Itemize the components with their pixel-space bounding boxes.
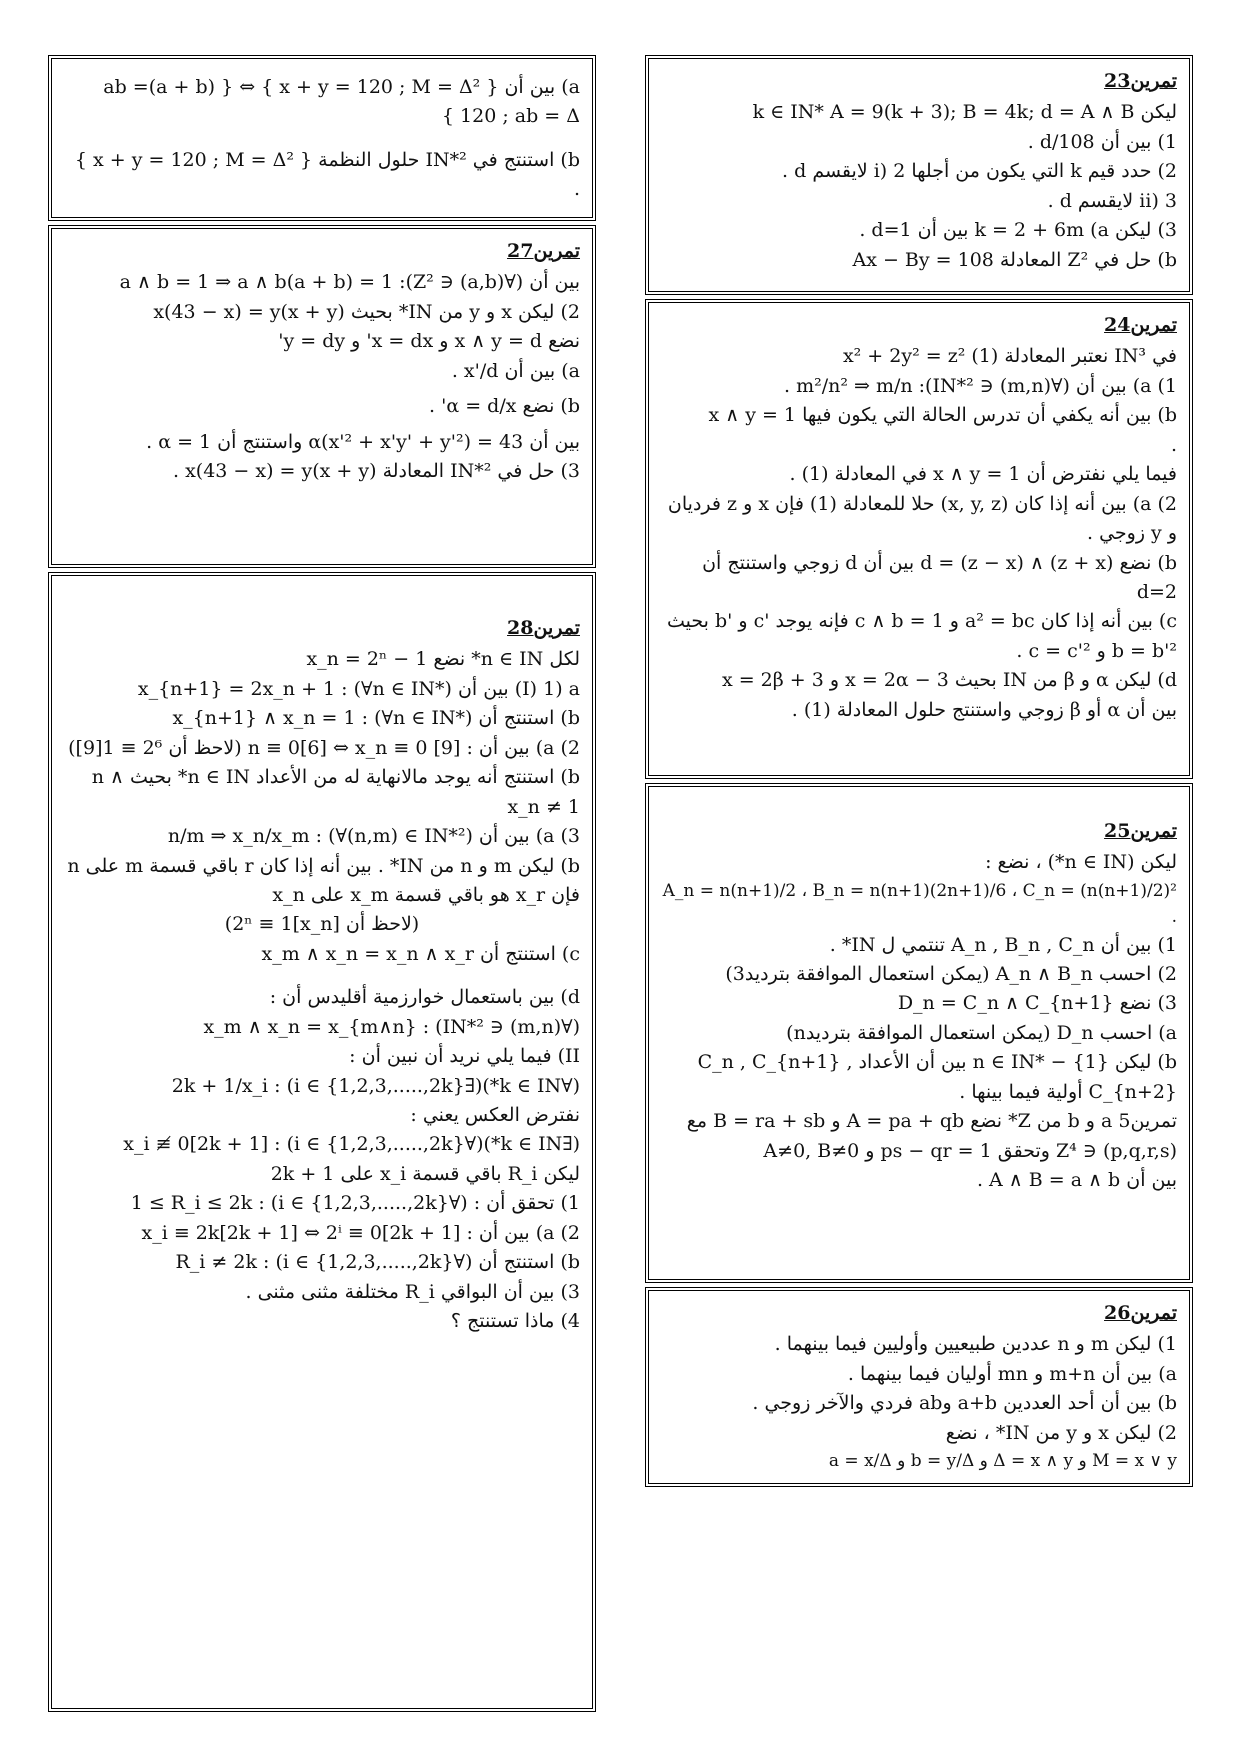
- exercise-26-line-3: b) بين أن أحد العددين a+b وab فردي والآخر زوجي .: [752, 1392, 1177, 1415]
- exercise-26-line-1: 1) ليكن m و n عددين طبيعيين وأوليين فيما بينهما .: [774, 1333, 1177, 1356]
- exercise-28-line-5: b) استنتج أنه يوجد مالانهاية له من الأعداد n ∈ IN* بحيث n ∧ x_n ≠ 1: [91, 766, 580, 818]
- exercise-24-line-7: و y زوجي .: [1086, 522, 1177, 545]
- exercise-24-box: [645, 299, 1193, 779]
- exercise-24-line-5: فيما يلي نفترض أن x ∧ y = 1 في المعادلة (1) .: [789, 463, 1177, 486]
- exercise-24-line-9: c) بين أنه إذا كان a² = bc و c ∧ b = 1 فإنه يوجد 'c و 'b بحيث b = b'² و c = c'² .: [666, 610, 1177, 662]
- exercise-28-line-10: d) بين باستعمال خوارزمية أقليدس أن :: [269, 986, 580, 1009]
- exercise-24-line-4: .: [1170, 433, 1177, 456]
- exercise-28-line-19: b) استنتج أن (∀i ∈ {1,2,3,.....,2k}) : R_i ≠ 2k: [175, 1251, 580, 1274]
- exercise-28-line-4: 2) a) بين أن : [9] n ≡ 0[6] ⇔ x_n ≡ 0 (لاحظ أن 2⁶ ≡ 1[9]): [68, 736, 580, 759]
- exercise-28-title: تمرين28: [507, 617, 580, 639]
- exercise-26-title: تمرين26: [1104, 1302, 1177, 1324]
- exercise-28-line-14: نفترض العكس يعني :: [410, 1104, 580, 1126]
- exercise-24-line-2: 1) a) بين أن (∀(m,n) ∈ IN*²): m²/n² ⇒ m/n .: [783, 374, 1177, 397]
- exercise-5-line-1: تمرين5 a و b من Z* نضع A = pa + qb و B = ra + sb مع: [686, 1110, 1177, 1133]
- exercise-24-line-8: b) نضع d = (z − x) ∧ (z + x) بين أن d زوجي واستنتج أن d=2: [702, 551, 1177, 603]
- exercise-27-title: تمرين27: [507, 240, 580, 262]
- exercise-25-box: [645, 783, 1193, 1283]
- exercise-23-title: تمرين23: [1104, 70, 1177, 92]
- exercise-28-line-7: b) ليكن m و n من IN* . بين أنه إذا كان r باقي قسمة m على n فإن x_r هو باقي قسمة x_m على x_n: [67, 854, 580, 906]
- exercise-23-line-4: ii) 3 لايقسم d .: [1047, 189, 1177, 212]
- exercise-27-line-1: بين أن (∀(a,b) ∈ Z²): a ∧ b = 1 ⇒ a ∧ b(a + b) = 1: [119, 271, 580, 294]
- exercise-28-line-1: لكل n ∈ IN* نضع x_n = 2ⁿ − 1: [306, 648, 580, 671]
- exercise-26-line-5: M = x ∨ y و Δ = x ∧ y و b = y/Δ و a = x/Δ: [828, 1451, 1177, 1472]
- exercise-27-line-3: نضع x ∧ y = d و x = dx' و y = dy': [278, 330, 580, 353]
- exercise-24-title: تمرين24: [1104, 314, 1177, 336]
- exercise-26-line-2: a) بين أن m+n و mn أوليان فيما بينهما .: [847, 1362, 1177, 1385]
- exercise-26-continued-box: [48, 55, 596, 221]
- exercise-23-line-1: ليكن k ∈ IN* A = 9(k + 3); B = 4k; d = A ∧ B: [752, 101, 1177, 124]
- exercise-28-line-6: 3) a) بين أن n/m ⇒ x_n/x_m : (∀(n,m) ∈ IN*²): [167, 825, 580, 848]
- exercise-26-cont-line-2: b) استنتج في IN*² حلول النظمة { x + y = 120 ; M = Δ² } .: [74, 148, 580, 201]
- exercise-28-box: [48, 572, 596, 1712]
- exercise-26-line-4: 2) ليكن x و y من IN* ، نضع: [945, 1421, 1177, 1444]
- exercise-28-line-3: b) استنتج أن x_{n+1} ∧ x_n = 1 : (∀n ∈ IN*): [172, 707, 580, 730]
- exercise-28-line-21: 4) ماذا تستنتج ؟: [450, 1310, 580, 1333]
- exercise-23-line-6: b) حل في Z² المعادلة Ax − By = 108: [852, 248, 1177, 271]
- exercise-28-line-20: 3) بين أن البواقي R_i مختلفة مثنى مثنى .: [245, 1280, 580, 1303]
- exercise-27-line-4: a) بين أن x'/d .: [451, 359, 580, 382]
- exercise-28-line-9: c) استنتج أن x_m ∧ x_n = x_n ∧ x_r: [261, 942, 580, 965]
- exercise-24-line-6: 2) a) بين أنه إذا كان (x, y, z) حلا للمعادلة (1) فإن x و z فرديان: [667, 492, 1177, 515]
- exercise-28-line-2: I) 1) a) بين أن x_{n+1} = 2x_n + 1 : (∀n ∈ IN*): [137, 677, 580, 700]
- exercise-28-line-13: (∀k ∈ IN*)(∃i ∈ {1,2,3,.....,2k}) : 2k + 1/x_i: [171, 1074, 580, 1097]
- exercise-23-line-5: 3) ليكن k = 2 + 6m (a بين أن d=1 .: [859, 219, 1177, 242]
- exercise-25-line-6: a) احسب D_n (يمكن استعمال الموافقة بترديدn): [786, 1021, 1177, 1044]
- exercise-26-box: [645, 1287, 1193, 1487]
- exercise-25-line-2: A_n = n(n+1)/2 ، B_n = n(n+1)(2n+1)/6 ، C_n = (n(n+1)/2)² .: [662, 880, 1177, 928]
- exercise-28-line-8: (لاحظ أن 2ⁿ ≡ 1[x_n]): [224, 913, 420, 936]
- exercise-28-line-17: 1) تحقق أن : (∀i ∈ {1,2,3,.....,2k}) : 1 ≤ R_i ≤ 2k: [130, 1192, 580, 1215]
- exercise-28-line-12: II) فيما يلي نريد أن نبين أن :: [349, 1045, 580, 1068]
- exercise-23-box: [645, 55, 1193, 295]
- exercise-27-line-6: بين أن α(x'² + x'y' + y'²) = 43 واستنتج أن α = 1 .: [146, 430, 580, 453]
- exercise-24-line-1: في IN³ نعتبر المعادلة (1) x² + 2y² = z²: [842, 345, 1177, 368]
- exercise-23-line-3: 2) حدد قيم k التي يكون من أجلها i) 2 لايقسم d .: [782, 160, 1177, 183]
- exercise-27-line-7: 3) حل في IN*² المعادلة x(43 − x) = y(x + y) .: [172, 460, 580, 483]
- exercise-26-cont-line-1: a) بين أن { x + y = 120 ; M = Δ² } ⇔ { (a + b)ab = 120 ; ab = Δ }: [103, 76, 580, 128]
- exercise-25-line-3: 1) بين أن A_n , B_n , C_n تنتمي ل IN* .: [829, 933, 1177, 956]
- exercise-27-box: [48, 225, 596, 568]
- exercise-24-line-3: b) بين أنه يكفي أن تدرس الحالة التي يكون فيها x ∧ y = 1: [708, 404, 1177, 427]
- exercise-25-line-4: 2) احسب A_n ∧ B_n (يمكن استعمال الموافقة بترديد3): [725, 963, 1177, 985]
- exercise-27-line-2: 2) ليكن x و y من IN* بحيث x(43 − x) = y(x + y): [153, 300, 580, 323]
- exercise-5-line-3: بين أن A ∧ B = a ∧ b .: [976, 1169, 1177, 1192]
- exercise-28-line-11: (∀(m,n) ∈ IN*²) : x_m ∧ x_n = x_{m∧n}: [203, 1015, 580, 1038]
- exercise-23-line-2: 1) بين أن d/108 .: [1027, 130, 1177, 153]
- exercise-27-line-5: b) نضع α = d/x' .: [429, 395, 580, 418]
- exercise-28-line-18: 2) a) بين أن : x_i ≡ 2k[2k + 1] ⇔ 2ⁱ ≡ 0[2k + 1]: [141, 1221, 580, 1244]
- exercise-5-line-2: (p,q,r,s) ∈ Z⁴ وتحقق ps − qr = 1 و A≠0, B≠0: [763, 1139, 1177, 1162]
- left-column: [48, 55, 596, 1712]
- exercise-28-line-16: ليكن R_i باقي قسمة x_i على 2k + 1: [270, 1162, 580, 1185]
- right-column: [645, 55, 1193, 1712]
- exercise-25-line-5: 3) نضع D_n = C_n ∧ C_{n+1}: [897, 992, 1177, 1015]
- exercise-24-line-10: d) ليكن α و β من IN بحيث 3 − x = 2α و 3 + x = 2β: [721, 669, 1177, 692]
- exercise-25-title: تمرين25: [1104, 820, 1177, 842]
- exercise-25-line-7: b) ليكن n ∈ IN* − {1} بين أن الأعداد C_n , C_{n+1} , C_{n+2} أولية فيما بينها .: [697, 1051, 1177, 1103]
- exercise-28-line-15: (∃k ∈ IN*)(∀i ∈ {1,2,3,.....,2k}) : x_i ≢ 0[2k + 1]: [123, 1133, 580, 1156]
- exercise-24-line-11: بين أن α أو β زوجي واستنتج حلول المعادلة (1) .: [791, 698, 1177, 721]
- exercise-25-line-1: ليكن (n ∈ IN*) ، نضع :: [985, 851, 1177, 874]
